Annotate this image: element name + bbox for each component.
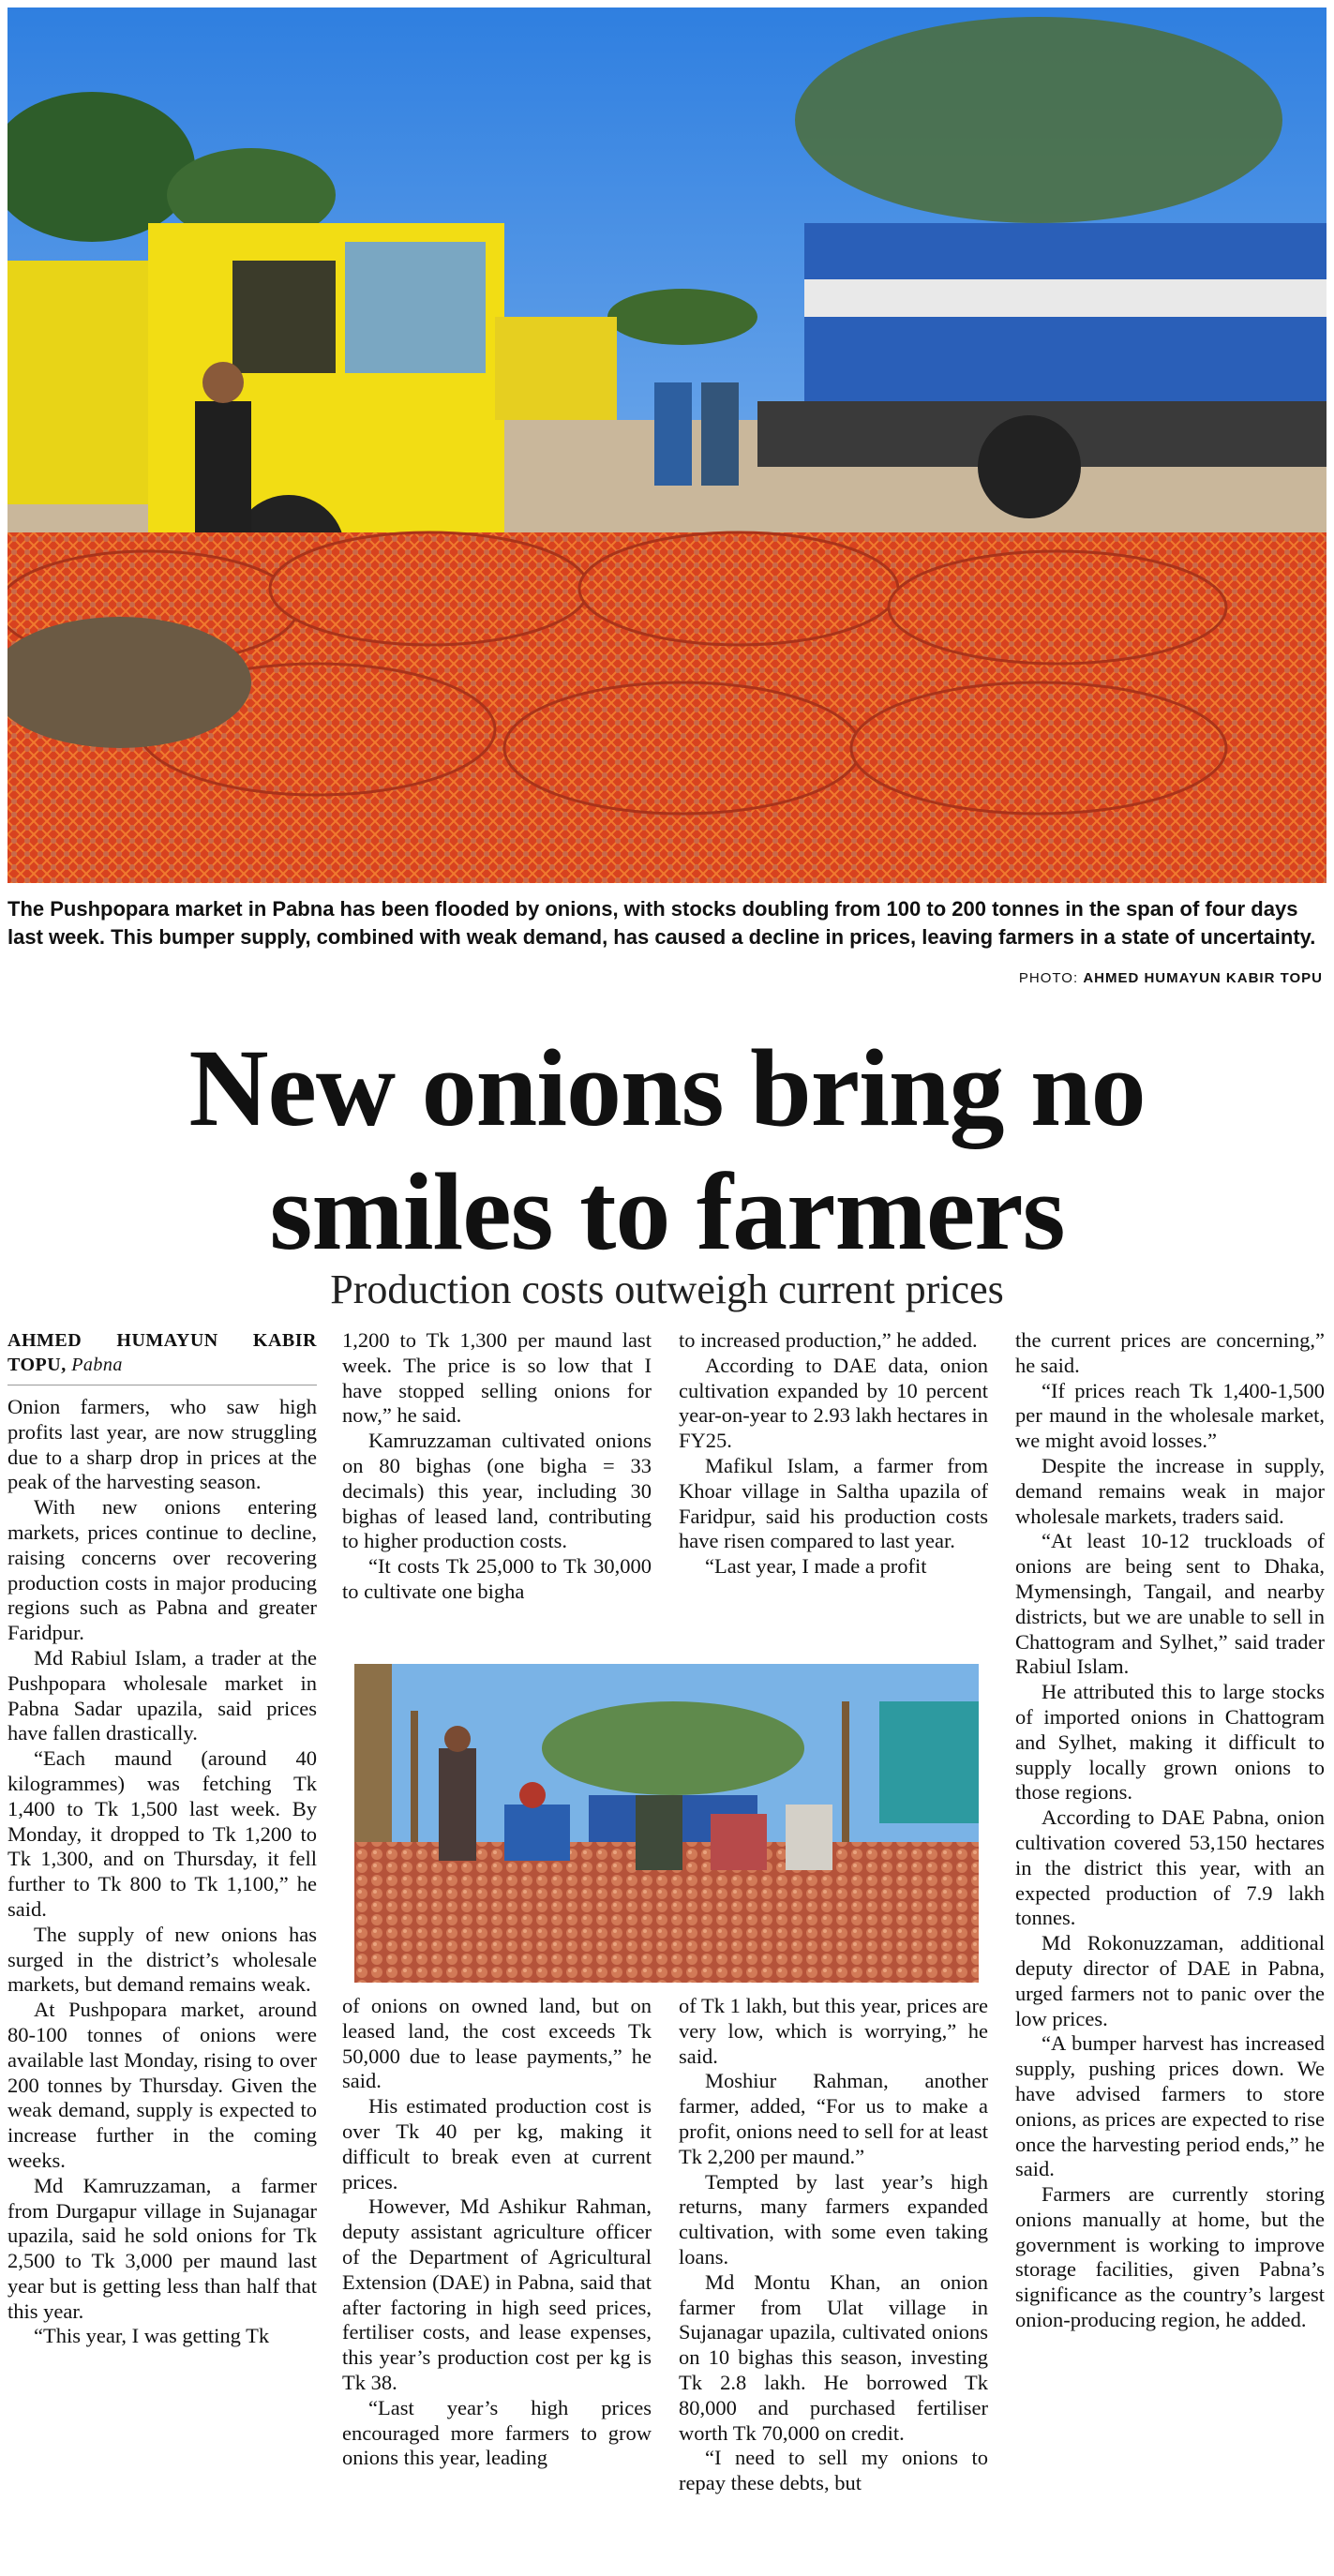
- paragraph: With new onions entering markets, prices continue to decline, raising concerns over recovering production costs in major producing regions such as Pabna and greater Faridpur.: [7, 1495, 317, 1645]
- article-column-2-top: [342, 1328, 652, 1605]
- paragraph: “Each maund (around 40 kilogrammes) was fetching Tk 1,400 to Tk 1,500 last week. By Monday, it dropped to Tk 1,200 to Tk 1,300, and on Thursday, it fell further to Tk 800 to Tk 1,100,” he said.: [7, 1746, 317, 1921]
- article-column-4: [1015, 1328, 1325, 2333]
- paragraph: “If prices reach Tk 1,400-1,500 per maund in the wholesale market, we might avoid losses.”: [1015, 1378, 1325, 1453]
- paragraph: Farmers are currently storing onions manually at home, but the government is working to improve storage facilities, given Pabna’s significance as the country’s largest onion-producing region, he added.: [1015, 2182, 1325, 2332]
- paragraph: “It costs Tk 25,000 to Tk 30,000 to cultivate one bigha: [342, 1554, 652, 1603]
- paragraph: “A bumper harvest has increased supply, pushing prices down. We have advised farmers to store onions, as prices are expected to rise once the harvesting period ends,” he said.: [1015, 2031, 1325, 2181]
- paragraph: to increased production,” he added.: [679, 1328, 978, 1352]
- paragraph: Mafikul Islam, a farmer from Khoar village in Saltha upazila of Faridpur, said his production costs have risen compared to last year.: [679, 1453, 988, 1553]
- paragraph: Md Rabiul Islam, a trader at the Pushpopara wholesale market in Pabna Sadar upazila, said prices have fallen drastically.: [7, 1645, 317, 1745]
- onion-market-photo-icon: [7, 7, 1327, 883]
- paragraph: of Tk 1 lakh, but this year, prices are very low, which is worrying,” he said.: [679, 1994, 988, 2068]
- onion-traders-photo-icon: [354, 1664, 979, 1983]
- headline-line-1: New onions bring no: [188, 1026, 1146, 1149]
- article-column-3-bottom: [679, 1994, 988, 2496]
- inline-photo: [354, 1664, 979, 1983]
- paragraph: The supply of new onions has surged in the district’s wholesale markets, but demand remains weak.: [7, 1922, 317, 1997]
- article-column-3-top: [679, 1328, 988, 1580]
- article-column-1: [7, 1328, 317, 2349]
- paragraph: Onion farmers, who saw high profits last year, are now struggling due to a sharp drop in prices at the peak of the harvesting season.: [7, 1395, 317, 1494]
- byline: AHMED HUMAYUN KABIR TOPU, Pabna: [7, 1328, 317, 1385]
- paragraph: Md Montu Khan, an onion farmer from Ulat village in Sujanagar upazila, cultivated onions on 10 bighas this season, investing Tk 2.8 lakh. He borrowed Tk 80,000 and purchased fertiliser worth Tk 70,000 on credit.: [679, 2269, 988, 2445]
- paragraph: of onions on owned land, but on leased land, the cost exceeds Tk 50,000 due to lease payments,” he said.: [342, 1994, 652, 2093]
- paragraph: He attributed this to large stocks of imported onions in Chattogram and Sylhet, making it difficult to supply locally grown onions to those regions.: [1015, 1680, 1325, 1805]
- byline-name: AHMED HUMAYUN KABIR TOPU: [7, 1330, 317, 1375]
- paragraph: Md Rokonuzzaman, additional deputy director of DAE in Pabna, urged farmers not to panic over the low prices.: [1015, 1931, 1325, 2030]
- subheadline: Production costs outweigh current prices: [330, 1266, 1004, 1312]
- paragraph: “I need to sell my onions to repay these debts, but: [679, 2446, 988, 2495]
- paragraph: According to DAE Pabna, onion cultivation covered 53,150 hectares in the district this year, with an expected production of 7.9 lakh tonnes.: [1015, 1805, 1325, 1930]
- paragraph: According to DAE data, onion cultivation expanded by 10 percent year-on-year to 2.93 lakh hectares in FY25.: [679, 1353, 988, 1453]
- paragraph: “Last year’s high prices encouraged more farmers to grow onions this year, leading: [342, 2395, 652, 2470]
- paragraph: “Last year, I made a profit: [705, 1554, 927, 1579]
- paragraph: Tempted by last year’s high returns, many farmers expanded cultivation, with some even taking loans.: [679, 2169, 988, 2269]
- paragraph: Kamruzzaman cultivated onions on 80 bighas (one bigha = 33 decimals) this year, including 30 bighas of leased land, contributing to higher production costs.: [342, 1429, 652, 1553]
- paragraph: Moshiur Rahman, another farmer, added, “For us to make a profit, onions need to sell for at least Tk 2,200 per maund.”: [679, 2069, 988, 2168]
- top-photo: [7, 7, 1327, 883]
- paragraph: “At least 10-12 truckloads of onions are being sent to Dhaka, Mymensingh, Tangail, and nearby districts, but we are unable to sell in Chattogram and Sylhet,” said trader Rabiul Islam.: [1015, 1529, 1325, 1679]
- photo-caption: The Pushpopara market in Pabna has been flooded by onions, with stocks doubling from 100 to 200 tonnes in the span of four days last week. This bumper supply, combined with weak demand, has caused a decline in prices, leaving farmers in a state of uncertainty.: [7, 897, 1316, 949]
- credit-name: AHMED HUMAYUN KABIR TOPU: [1083, 970, 1323, 986]
- paragraph: However, Md Ashikur Rahman, deputy assistant agriculture officer of the Department of Agricultural Extension (DAE) in Pabna, said that after factoring in high seed prices, fertiliser costs, and lease expenses, this year’s production cost per kg is Tk 38.: [342, 2194, 652, 2394]
- headline-line-2: smiles to farmers: [269, 1150, 1065, 1273]
- photo-credit: [1019, 970, 1323, 986]
- headline: [0, 1026, 1334, 1274]
- article-column-2-bottom: [342, 1994, 652, 2471]
- byline-place: Pabna: [71, 1355, 123, 1375]
- paragraph: Despite the increase in supply, demand remains weak in major wholesale markets, traders said.: [1015, 1453, 1325, 1528]
- paragraph: At Pushpopara market, around 80-100 tonnes of onions were available last Monday, rising to over 200 tonnes by Thursday. Given the weak demand, supply is expected to increase further in the coming weeks.: [7, 1998, 317, 2172]
- paragraph: the current prices are concerning,” he said.: [1015, 1328, 1325, 1377]
- paragraph: Md Kamruzzaman, a farmer from Durgapur village in Sujanagar upazila, said he sold onions for Tk 2,500 to Tk 3,000 per maund last year but is getting less than half that this year.: [7, 2173, 317, 2323]
- paragraph: 1,200 to Tk 1,300 per maund last week. The price is so low that I have stopped selling onions for now,” he said.: [342, 1328, 652, 1428]
- credit-label: PHOTO:: [1018, 970, 1079, 986]
- paragraph: “This year, I was getting Tk: [34, 2324, 270, 2348]
- paragraph: His estimated production cost is over Tk 40 per kg, making it difficult to break even at current prices.: [342, 2094, 652, 2194]
